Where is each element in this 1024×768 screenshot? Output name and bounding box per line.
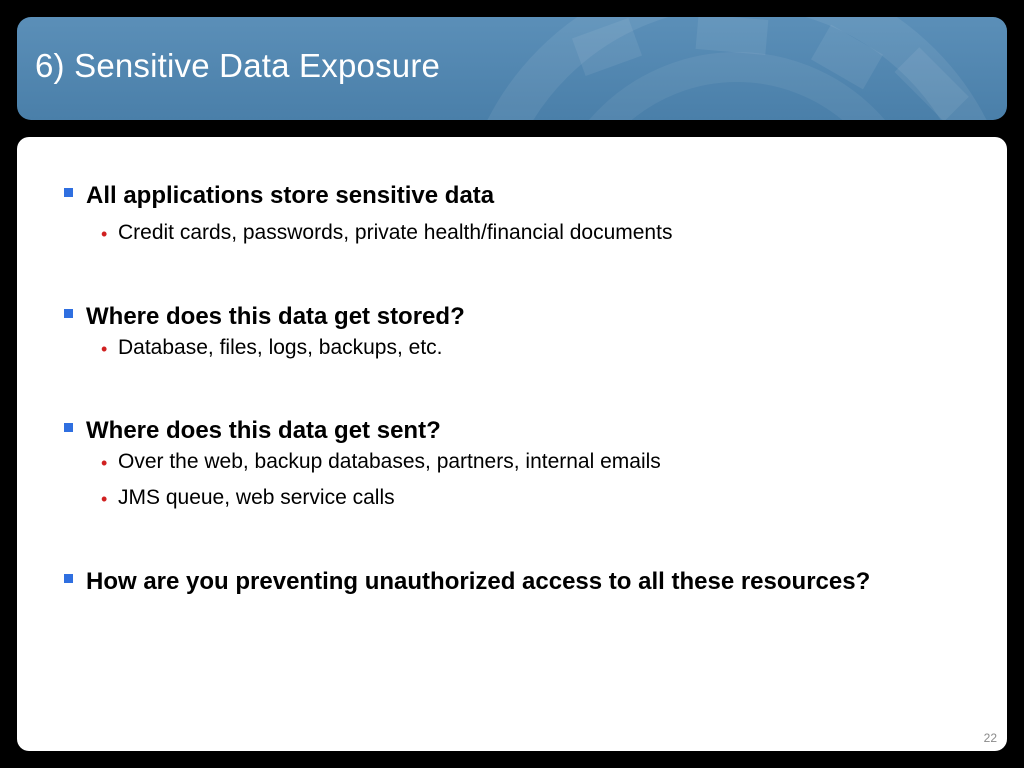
bullet-marker-square: [64, 188, 73, 197]
bullet-marker-square: [64, 574, 73, 583]
bullet-heading: Where does this data get sent?: [86, 417, 441, 444]
bullet-marker-square: [64, 309, 73, 318]
bullet-heading: All applications store sensitive data: [86, 182, 495, 209]
bullet-heading: How are you preventing unauthorized access to all these resources?: [86, 568, 871, 595]
sub-bullet-text: Over the web, backup databases, partners, internal emails: [118, 450, 661, 473]
sub-bullet-text: Credit cards, passwords, private health/financial documents: [118, 221, 673, 244]
sub-bullet-text: Database, files, logs, backups, etc.: [118, 336, 443, 359]
sub-bullet-dot: •: [101, 224, 108, 244]
bullet-marker-square: [64, 423, 73, 432]
content-panel: [17, 137, 1007, 751]
bullet-heading: Where does this data get stored?: [86, 303, 465, 330]
page-number: 22: [983, 731, 997, 745]
title-bar: [17, 17, 1007, 120]
sub-bullet-dot: •: [101, 489, 108, 509]
sub-bullet-dot: •: [101, 339, 108, 359]
sub-bullet-dot: •: [101, 453, 108, 473]
slide-title: 6) Sensitive Data Exposure: [35, 47, 441, 84]
sub-bullet-text: JMS queue, web service calls: [118, 486, 395, 509]
